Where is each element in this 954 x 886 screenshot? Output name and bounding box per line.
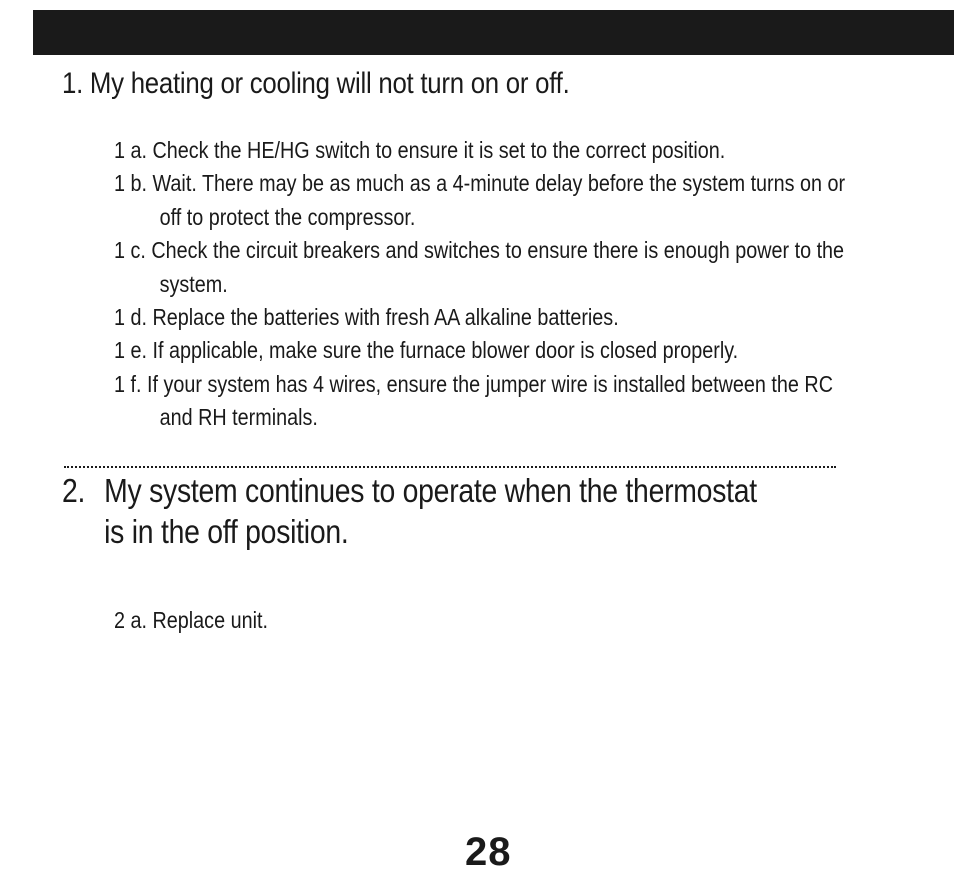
page-number: 28 xyxy=(465,830,512,874)
step-1a xyxy=(114,134,871,167)
section-1-steps xyxy=(114,134,871,435)
step-text: Replace the batteries with fresh AA alkaline batteries. xyxy=(152,304,619,331)
step-text: If your system has 4 wires, ensure the jumper wire is installed between the RC and RH terminals. xyxy=(146,370,834,431)
dotted-divider xyxy=(64,466,836,468)
section-1-heading xyxy=(62,63,569,105)
step-label: 2 a. xyxy=(114,607,148,633)
step-text: Check the circuit breakers and switches to ensure there is enough power to the system. xyxy=(151,237,845,297)
section-2-steps xyxy=(114,604,268,637)
step-text: If applicable, make sure the furnace blower door is closed properly. xyxy=(152,337,739,364)
section-2-number: 2. xyxy=(62,472,86,509)
step-1b xyxy=(114,167,871,234)
step-1e xyxy=(114,334,871,367)
step-label: 1 f. xyxy=(114,370,142,397)
step-label: 1 c. xyxy=(114,237,146,264)
step-text: Check the HE/HG switch to ensure it is set to the correct position. xyxy=(152,137,726,163)
step-label: 1 b. xyxy=(114,170,148,197)
step-text: Replace unit. xyxy=(152,607,268,633)
section-1-title: My heating or cooling will not turn on or off. xyxy=(89,67,570,100)
step-1f xyxy=(114,368,871,435)
step-label: 1 e. xyxy=(114,337,148,364)
step-2a xyxy=(114,604,268,637)
section-2-title-line1: My system continues to operate when the thermostat xyxy=(104,472,757,509)
section-2-title-line2: is in the off position. xyxy=(104,513,349,550)
section-1-number: 1. xyxy=(62,67,84,100)
step-1d xyxy=(114,301,871,334)
section-2-heading xyxy=(62,470,888,552)
header-bar xyxy=(33,10,954,55)
step-label: 1 d. xyxy=(114,304,148,331)
step-label: 1 a. xyxy=(114,137,148,163)
step-text: Wait. There may be as much as a 4-minute delay before the system turns on or off to protect the compressor. xyxy=(152,170,846,230)
step-1c xyxy=(114,234,871,301)
